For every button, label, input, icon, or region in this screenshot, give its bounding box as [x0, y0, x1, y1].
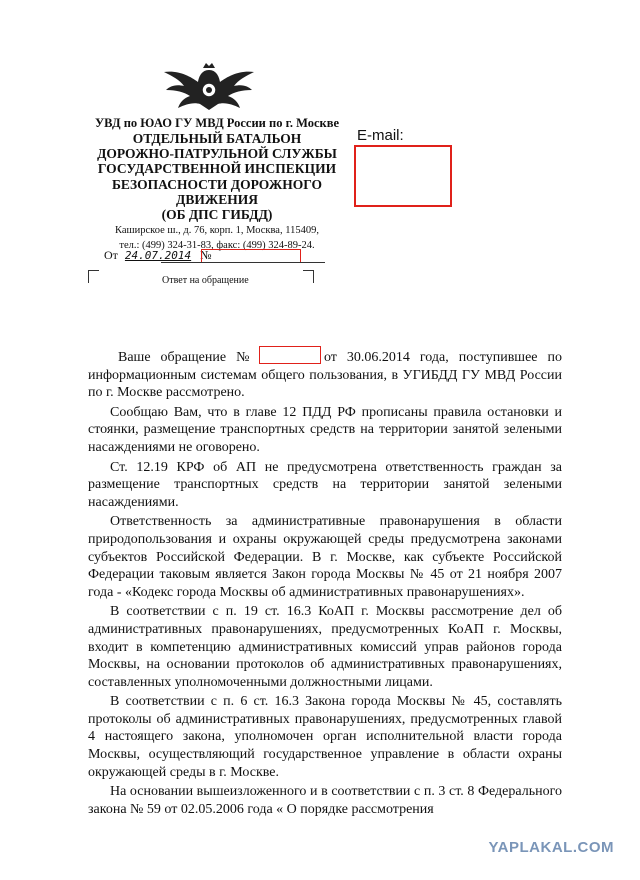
corner-mark-left: [88, 270, 99, 283]
paragraph-1: [88, 346, 562, 402]
paragraph-1-start: Ваше обращение №: [118, 350, 256, 365]
redacted-appeal-number: [259, 346, 321, 364]
paragraph-5: В соответствии с п. 19 ст. 16.3 КоАП г. Москвы рассмотрение дел об административных правонарушениях, предусмотренных КоАП г. Москвы, входит в компетенцию административных комиссий управ районов города Москвы, на основании протоколов об административных правонарушениях, составленных уполномоченными должностными лицами.: [88, 604, 562, 690]
letter-body: [88, 346, 562, 820]
from-label: От: [104, 248, 118, 262]
site-watermark: YAPLAKAL.COM: [488, 839, 614, 856]
unit-abbreviation: (ОБ ДПС ГИБДД): [161, 207, 273, 223]
paragraph-6: В соответствии с п. 6 ст. 16.3 Закона города Москвы № 45, составлять протоколы об административных правонарушениях, предусмотренных главой 4 настоящего закона, уполномочен орган исполнительной власти города Москвы, осуществляющий государственное управление в области охраны окружающей среды в г. Москве.: [88, 694, 562, 780]
paragraph-3: Ст. 12.19 КРФ об АП не предусмотрена ответственность граждан за размещение транспортных средств на территории занятой зелеными насаждениями.: [88, 459, 562, 510]
unit-name-line: ДВИЖЕНИЯ: [176, 191, 258, 207]
letterhead: [82, 116, 352, 252]
number-sign: №: [200, 248, 212, 262]
number-underline: [161, 262, 325, 263]
email-label: E-mail:: [357, 127, 404, 144]
paragraph-1-end: от 30.06.2014 года, поступившее по информационным системам общего пользования, в УГИБДД ГУ МВД России по г. Москве рассмотрено.: [88, 350, 563, 401]
phone-fax: тел.: (499) 324-31-83, факс: (499) 324-89-24.: [119, 240, 315, 252]
redacted-letter-number: [201, 249, 301, 263]
redacted-email-box: [354, 145, 452, 207]
paragraph-4: Ответственность за административные правонарушения в области природопользования и охраны окружающей среды предусмотрена законами субъектов Российской Федерации. В г. Москве, как субъекте Российской Федерации таковым является Закон города Москвы № 45 от 21 ноября 2007 года - «Кодекс города Москвы об административных правонарушениях».: [88, 514, 562, 600]
double-headed-eagle-emblem: [162, 62, 256, 114]
corner-mark-right: [303, 270, 314, 283]
unit-name-line: ОТДЕЛЬНЫЙ БАТАЛЬОН: [132, 131, 302, 146]
unit-name-line: ГОСУДАРСТВЕННОЙ ИНСПЕКЦИИ: [97, 161, 337, 177]
department-name: УВД по ЮАО ГУ МВД России по г. Москве: [94, 116, 340, 130]
unit-name-line: БЕЗОПАСНОСТИ ДОРОЖНОГО: [111, 176, 323, 192]
unit-name-line: ДОРОЖНО-ПАТРУЛЬНОЙ СЛУЖБЫ: [97, 146, 337, 162]
address: Каширское ш., д. 76, корп. 1, Москва, 115409,: [115, 225, 319, 237]
paragraph-2: Сообщаю Вам, что в главе 12 ПДД РФ прописаны правила остановки и стоянки, размещение транспортных средств на территории занятой зелеными насаждениями не оговорено.: [88, 404, 562, 455]
letter-date: 24.07.2014: [124, 249, 192, 262]
paragraph-7: На основании вышеизложенного и в соответствии с п. 3 ст. 8 Федерального закона № 59 от 02.05.2006 года « О порядке рассмотрения: [88, 784, 562, 817]
letter-date-row: [104, 248, 212, 263]
reply-title: Ответ на обращение: [162, 275, 249, 286]
